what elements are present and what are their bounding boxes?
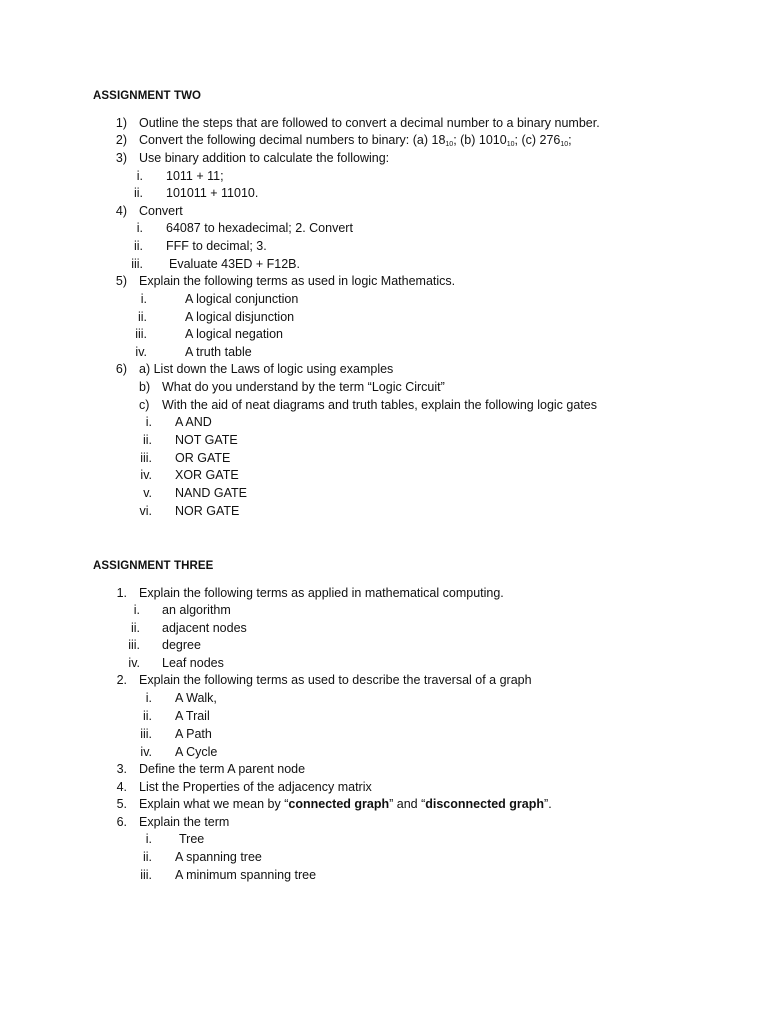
a3-q2-item-number: iii.: [140, 727, 152, 741]
a2-q1-text: Outline the steps that are followed to convert a decimal number to a binary number.: [139, 116, 600, 130]
a3-q5-mid: ” and “: [389, 797, 426, 811]
a3-q1-item: Leaf nodes: [162, 656, 224, 670]
a2-q5-item-number: ii.: [137, 310, 147, 324]
a2-gate-number: iii.: [140, 451, 152, 465]
a2-q6c-text: With the aid of neat diagrams and truth tables, explain the following logic gates: [162, 398, 597, 412]
a2-q1-number: 1): [115, 116, 127, 130]
a3-q5-text: [139, 796, 552, 812]
a2-q5-item-number: iii.: [135, 327, 147, 341]
a2-gate-number: vi.: [139, 504, 152, 518]
a3-q6-item-number: iii.: [140, 868, 152, 882]
a2-q2-subscript-c: 10: [560, 141, 569, 148]
a3-q4-number: 4.: [116, 780, 127, 794]
a3-q4-text: List the Properties of the adjacency matrix: [139, 780, 372, 794]
a2-q2-number: 2): [115, 133, 127, 147]
a2-q5-item-number: i.: [140, 292, 147, 306]
a3-q2-item: A Trail: [175, 709, 210, 723]
a2-gate-number: v.: [143, 486, 152, 500]
a2-q4-text: Convert: [139, 204, 183, 218]
a3-q3-number: 3.: [116, 762, 127, 776]
a3-q1-item: an algorithm: [162, 603, 231, 617]
a2-q4-item: Evaluate 43ED + F12B.: [169, 257, 300, 271]
a2-q3-item-number: i.: [136, 169, 143, 183]
a3-q2-number: 2.: [116, 673, 127, 687]
a3-q2-item: A Walk,: [175, 691, 217, 705]
a3-q6-item: A minimum spanning tree: [175, 868, 317, 882]
a2-q2-prefix: Convert the following decimal numbers to binary: (a) 18: [139, 133, 446, 147]
a2-q3-text: Use binary addition to calculate the following:: [139, 151, 390, 165]
a3-q1-item-number: iii.: [128, 638, 140, 652]
a3-q2-item: A Cycle: [175, 745, 218, 759]
a2-q6b-number: b): [139, 380, 151, 394]
a3-q3-text: Define the term A parent node: [139, 762, 306, 776]
a3-q1-number: 1.: [116, 586, 127, 600]
a2-q5-item-number: iv.: [135, 345, 147, 359]
a3-q6-item: Tree: [179, 832, 205, 846]
a3-q6-number: 6.: [116, 815, 127, 829]
a2-q4-item-number: iii.: [131, 257, 143, 271]
a2-gate-item: NOR GATE: [175, 504, 240, 518]
a3-q1-item-number: iv.: [128, 656, 140, 670]
a2-q5-item: A truth table: [185, 345, 252, 359]
a2-q4-item-number: ii.: [133, 239, 143, 253]
a3-q5-bold-disconnected: disconnected graph: [425, 797, 545, 811]
a3-q2-item-number: ii.: [142, 709, 152, 723]
a2-gate-number: iv.: [140, 468, 152, 482]
assignment-three-heading: ASSIGNMENT THREE: [93, 560, 214, 572]
a3-q2-text: Explain the following terms as used to describe the traversal of a graph: [139, 673, 532, 687]
a2-q2-mid1: ; (b) 1010: [453, 133, 507, 147]
a3-q5-number: 5.: [116, 797, 127, 811]
a2-q3-item: 101011 + 11010.: [166, 186, 259, 200]
a2-gate-number: i.: [145, 415, 152, 429]
a3-q1-item-number: ii.: [130, 621, 140, 635]
a2-gate-item: OR GATE: [175, 451, 231, 465]
assignment-two-heading: ASSIGNMENT TWO: [93, 90, 202, 102]
a2-q6c-number: c): [139, 398, 150, 412]
a2-gate-item: A AND: [175, 415, 212, 429]
a2-q2-subscript-b: 10: [506, 141, 515, 148]
a2-q3-number: 3): [115, 151, 127, 165]
a3-q6-text: Explain the term: [139, 815, 230, 829]
a3-q5-bold-connected: connected graph: [288, 797, 390, 811]
a2-q2-subscript-a: 10: [445, 141, 454, 148]
a3-q6-item-number: i.: [145, 832, 152, 846]
a2-q4-item: FFF to decimal; 3.: [166, 239, 267, 253]
a2-gate-item: NOT GATE: [175, 433, 238, 447]
a2-q5-item: A logical disjunction: [185, 310, 295, 324]
a2-q6b-text: What do you understand by the term “Logic Circuit”: [162, 380, 445, 394]
a3-q5-pre: Explain what we mean by “: [139, 797, 289, 811]
a2-q6-text: a) List down the Laws of logic using examples: [139, 362, 394, 376]
a2-q5-item: A logical negation: [185, 327, 283, 341]
a3-q1-item: adjacent nodes: [162, 621, 247, 635]
a2-q2-text: [139, 132, 572, 148]
a3-q2-item-number: i.: [145, 691, 152, 705]
a2-q3-item-number: ii.: [133, 186, 143, 200]
a3-q6-item: A spanning tree: [175, 850, 262, 864]
a2-gate-item: XOR GATE: [175, 468, 239, 482]
a3-q1-item: degree: [162, 638, 201, 652]
a2-q5-number: 5): [115, 274, 127, 288]
a2-gate-number: ii.: [142, 433, 152, 447]
a3-q1-item-number: i.: [133, 603, 140, 617]
a2-q4-item: 64087 to hexadecimal; 2. Convert: [166, 221, 353, 235]
a2-q2-mid2: ; (c) 276: [514, 133, 561, 147]
a2-q5-item: A logical conjunction: [185, 292, 299, 306]
a2-q4-number: 4): [115, 204, 127, 218]
a3-q2-item-number: iv.: [140, 745, 152, 759]
a3-q6-item-number: ii.: [142, 850, 152, 864]
a2-q6-number: 6): [115, 362, 127, 376]
a2-q4-item-number: i.: [136, 221, 143, 235]
a3-q1-text: Explain the following terms as applied in mathematical computing.: [139, 586, 504, 600]
a3-q5-end: ”.: [544, 797, 552, 811]
a2-q5-text: Explain the following terms as used in logic Mathematics.: [139, 274, 456, 288]
a2-q3-item: 1011 + 11;: [166, 169, 224, 183]
a3-q2-item: A Path: [175, 727, 212, 741]
a2-q2-end: ;: [568, 133, 572, 147]
a2-gate-item: NAND GATE: [175, 486, 247, 500]
